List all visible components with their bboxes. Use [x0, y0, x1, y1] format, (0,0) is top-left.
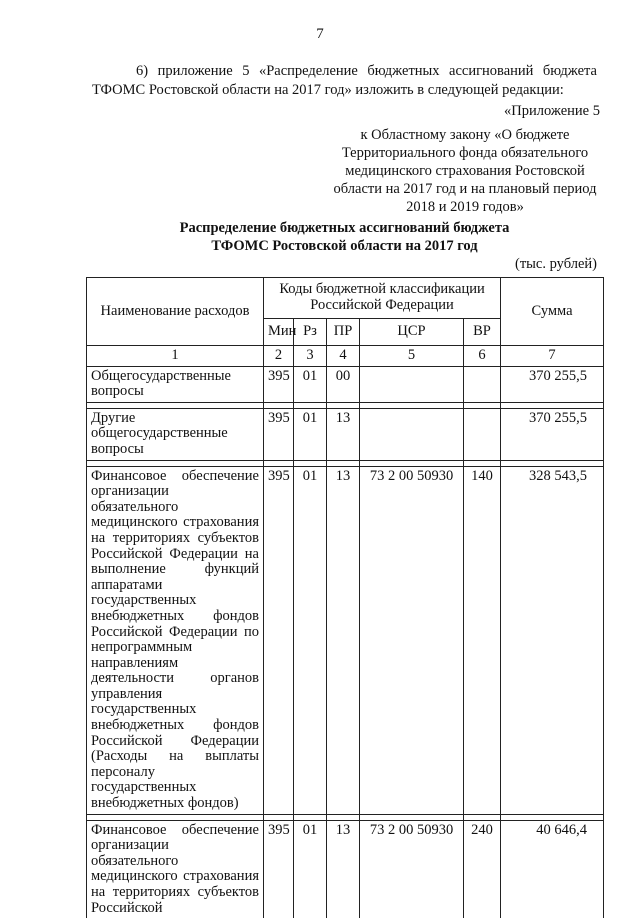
row-name: Другие общегосударственные вопросы: [87, 408, 264, 460]
column-number: 6: [464, 346, 501, 367]
row-csr: [360, 408, 464, 460]
row-pr: 13: [327, 820, 360, 918]
table-title: [92, 219, 597, 255]
column-numbers-row: [87, 346, 604, 367]
header-min: Мин: [264, 319, 294, 346]
table-title-line2: ТФОМС Ростовской области на 2017 год: [211, 238, 478, 254]
header-name: Наименование расходов: [87, 278, 264, 346]
column-number: 5: [360, 346, 464, 367]
appendix-title: «Приложение 5: [504, 103, 600, 119]
row-sum: 328 543,5: [501, 466, 604, 814]
row-pr: 13: [327, 408, 360, 460]
appendix-description: к Областному закону «О бюджете Территориального фонда обязательного медицинского страхования Ростовской области на 2017 год и на плановый период 2018 и 2019 годов»: [333, 127, 597, 215]
table-row: [87, 466, 604, 814]
row-rz: 01: [294, 366, 327, 402]
header-codes-group: Коды бюджетной классификации Российской Федерации: [264, 278, 501, 319]
budget-table: [86, 277, 604, 918]
table-row: [87, 820, 604, 918]
column-number: 7: [501, 346, 604, 367]
row-sum: 370 255,5: [501, 366, 604, 402]
row-csr: 73 2 00 50930: [360, 820, 464, 918]
row-csr: [360, 366, 464, 402]
header-csr: ЦСР: [360, 319, 464, 346]
row-vr: [464, 366, 501, 402]
row-vr: [464, 408, 501, 460]
column-number: 4: [327, 346, 360, 367]
row-vr: 140: [464, 466, 501, 814]
intro-paragraph: 6) приложение 5 «Распределение бюджетных ассигнований бюджета ТФОМС Ростовской области на 2017 год» изложить в следующей редакции:: [92, 63, 597, 98]
page-number: 7: [316, 26, 324, 42]
row-name: Финансовое обеспечение организации обязательного медицинского страхования на территориях субъектов Российской: [87, 820, 264, 918]
row-sum: 40 646,4: [501, 820, 604, 918]
column-number: 1: [87, 346, 264, 367]
row-name: Финансовое обеспечение организации обязательного медицинского страхования на территориях субъектов Российской Федерации на выполнение функций аппаратами государственных внебюджетных фондов Российской Федерации по непрограммным направлениям деятельности органов управления государственных внебюджетных фондов Российской Федерации (Расходы на выплаты персоналу государственных внебюджетных фондов): [87, 466, 264, 814]
header-sum: Сумма: [501, 278, 604, 346]
row-pr: 13: [327, 466, 360, 814]
row-rz: 01: [294, 820, 327, 918]
row-pr: 00: [327, 366, 360, 402]
units-label: (тыс. рублей): [515, 256, 597, 272]
row-min: 395: [264, 366, 294, 402]
row-rz: 01: [294, 408, 327, 460]
appendix-heading: [330, 102, 600, 216]
table-row: [87, 366, 604, 402]
table-title-line1: Распределение бюджетных ассигнований бюджета: [179, 220, 510, 236]
row-name: Общегосударственные вопросы: [87, 366, 264, 402]
row-csr: 73 2 00 50930: [360, 466, 464, 814]
table-row: [87, 408, 604, 460]
header-pr: ПР: [327, 319, 360, 346]
header-vr: ВР: [464, 319, 501, 346]
row-min: 395: [264, 820, 294, 918]
column-number: 3: [294, 346, 327, 367]
column-number: 2: [264, 346, 294, 367]
row-vr: 240: [464, 820, 501, 918]
row-sum: 370 255,5: [501, 408, 604, 460]
row-min: 395: [264, 466, 294, 814]
row-rz: 01: [294, 466, 327, 814]
header-rz: Рз: [294, 319, 327, 346]
row-min: 395: [264, 408, 294, 460]
